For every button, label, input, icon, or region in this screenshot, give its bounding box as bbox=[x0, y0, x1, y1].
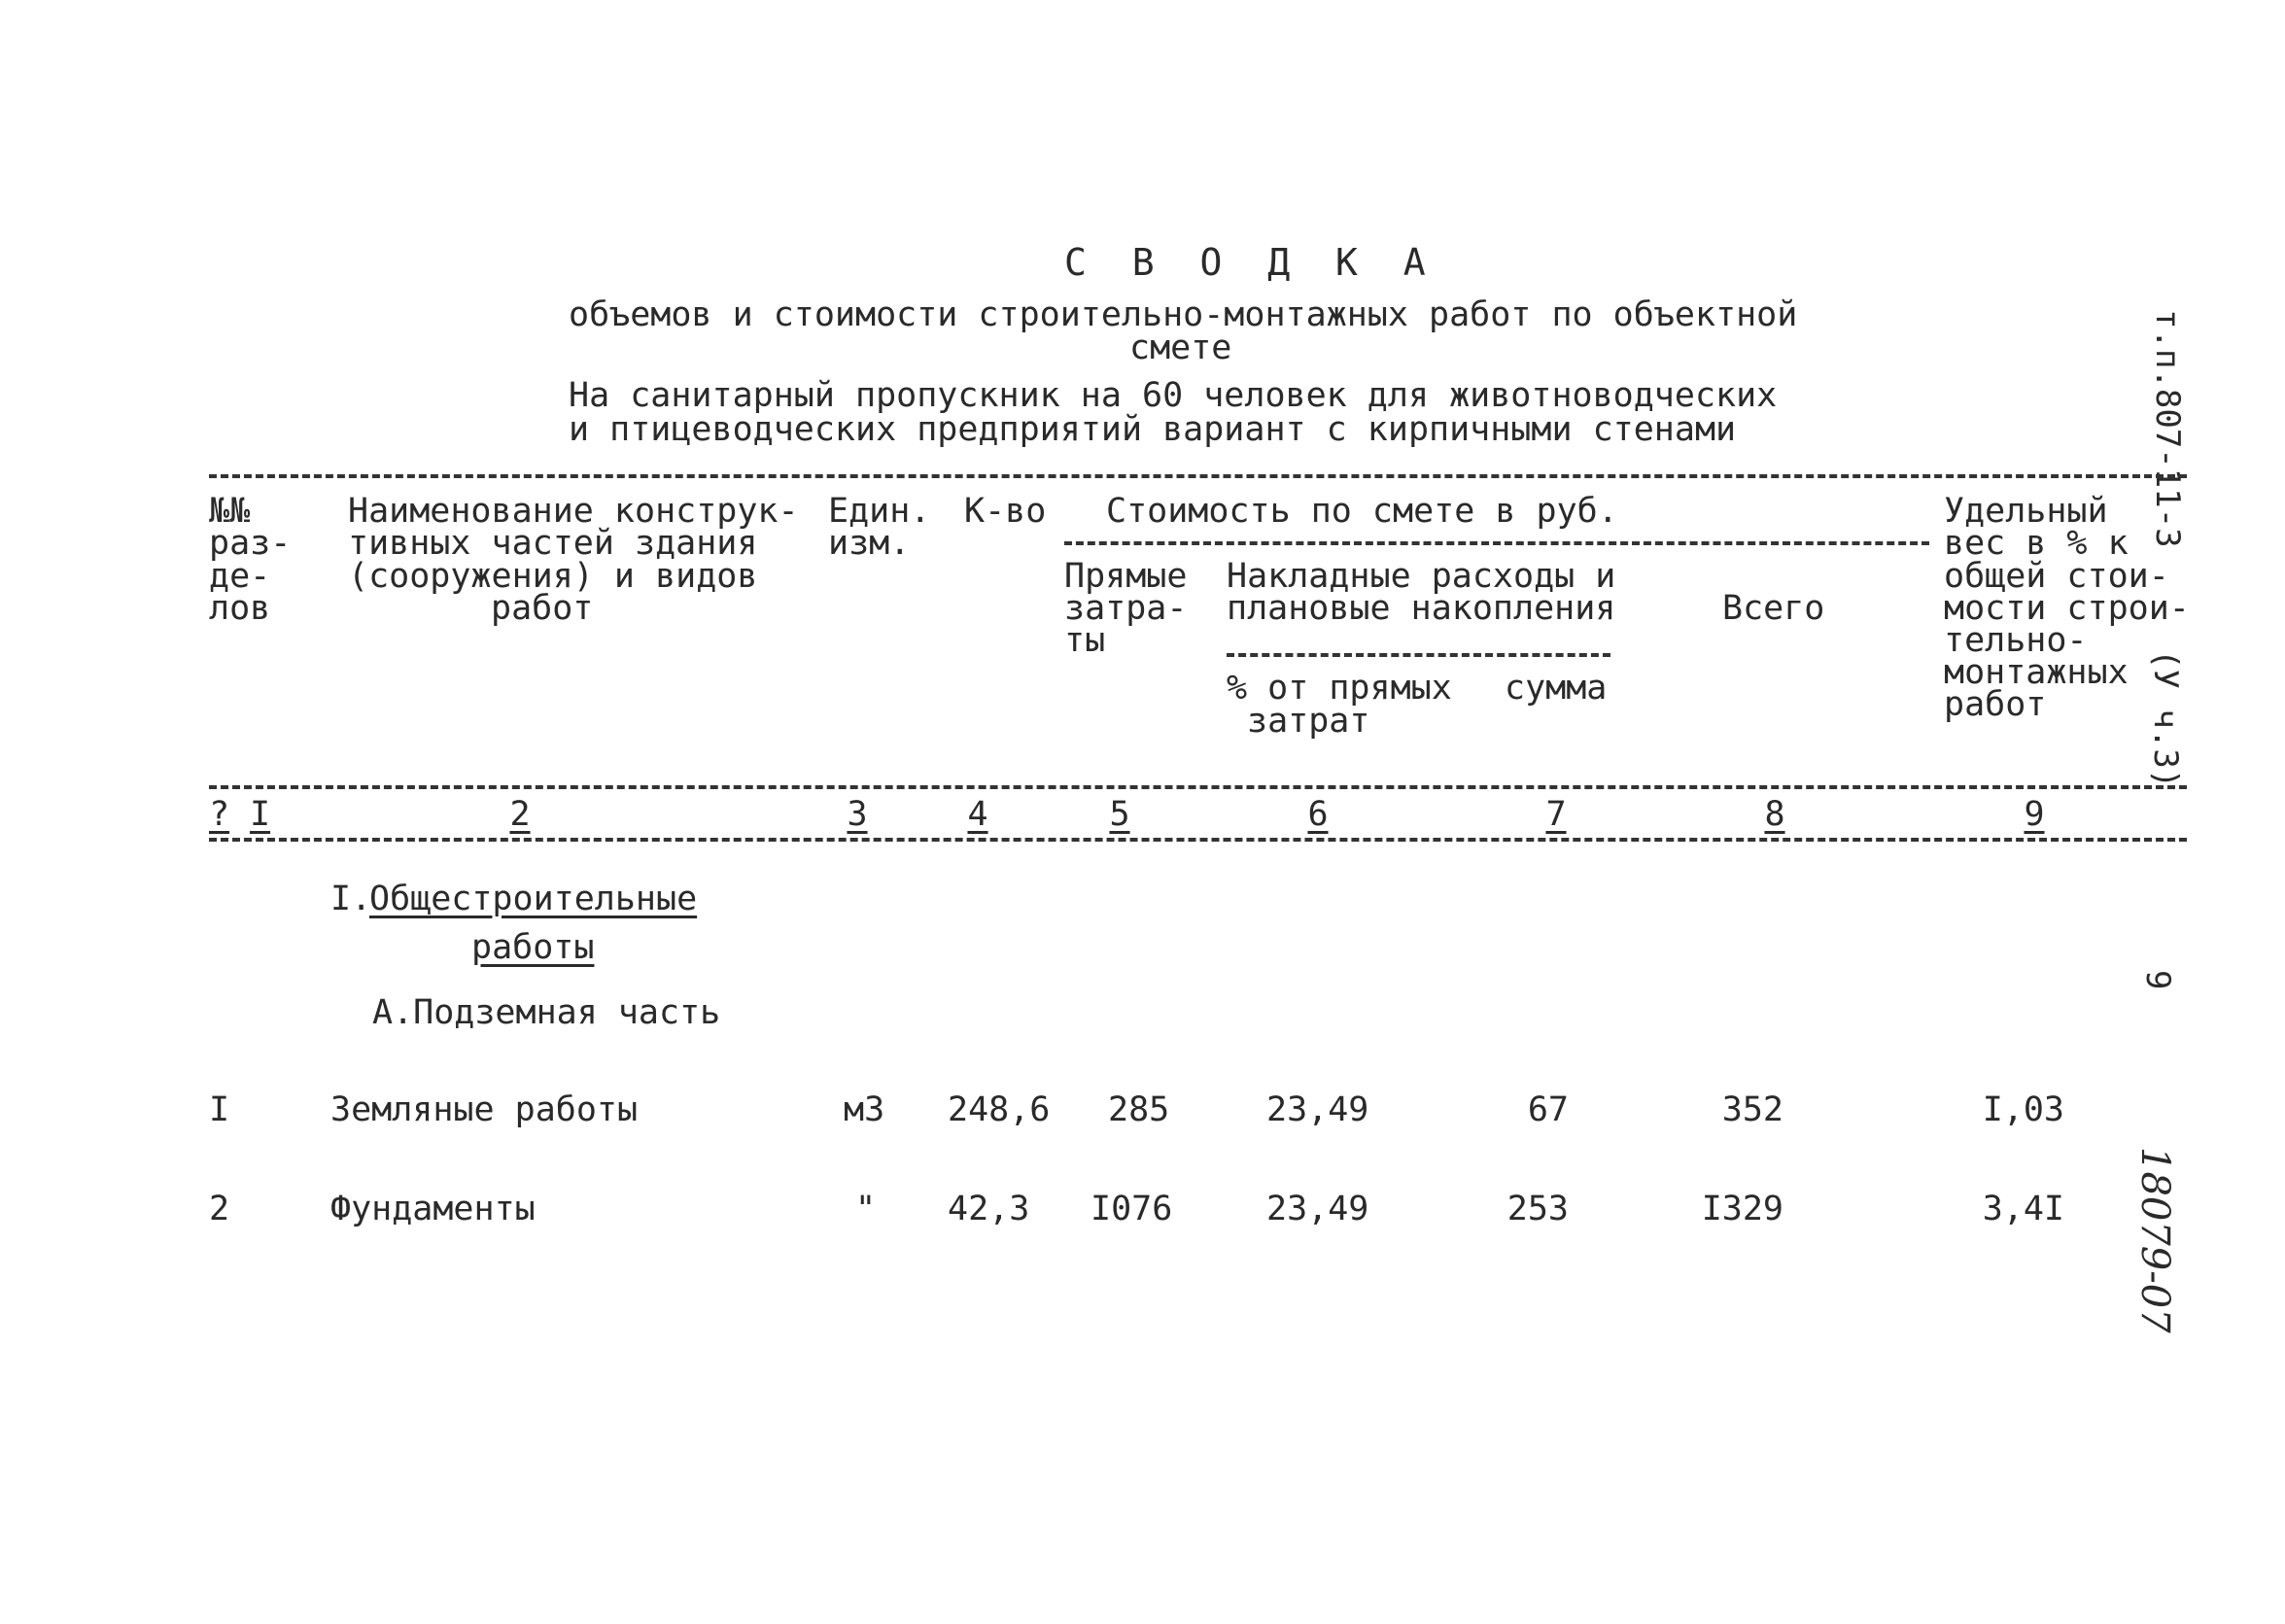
header-name-1: Наименование конструк- bbox=[348, 492, 799, 531]
row-number: 2 bbox=[209, 1190, 230, 1228]
header-unit-1: Един. bbox=[828, 492, 931, 531]
header-name-4: работ bbox=[491, 589, 594, 628]
header-percent-1: % от прямых bbox=[1227, 669, 1452, 708]
section-title-line-1: Общестроительные bbox=[369, 880, 698, 918]
row-quantity: 248,6 bbox=[948, 1090, 1051, 1129]
row-number: I bbox=[209, 1090, 230, 1129]
object-line-2: и птицеводческих предприятий вариант с кирпичными стенами bbox=[569, 410, 1737, 449]
header-section-no-1: №№ bbox=[209, 492, 251, 531]
header-weight-1: Удельный bbox=[1944, 492, 2108, 531]
document-title: С В О Д К А bbox=[1064, 241, 1437, 284]
header-weight-7: работ bbox=[1944, 685, 2047, 724]
header-weight-6: монтажных bbox=[1944, 653, 2129, 692]
overhead-group-rule bbox=[1227, 653, 1610, 657]
column-number-1: I bbox=[250, 795, 271, 834]
row-direct-cost: I076 bbox=[1091, 1190, 1173, 1228]
column-number-8: 8 bbox=[1764, 795, 1785, 834]
header-total: Всего bbox=[1722, 589, 1825, 628]
subtitle-line-2: смете bbox=[1129, 328, 1232, 367]
table-top-rule bbox=[209, 474, 2187, 478]
header-sum: сумма bbox=[1505, 669, 1608, 708]
section-prefix: I. bbox=[330, 880, 372, 918]
column-number-7: 7 bbox=[1545, 795, 1567, 834]
row-percent: 23,49 bbox=[1266, 1190, 1369, 1228]
header-direct-3: ты bbox=[1064, 621, 1106, 660]
header-weight-5: тельно- bbox=[1944, 621, 2088, 660]
column-number-9: 9 bbox=[2024, 795, 2045, 834]
header-direct-2: затра- bbox=[1064, 589, 1188, 628]
column-number-6: 6 bbox=[1307, 795, 1329, 834]
row-quantity: 42,3 bbox=[948, 1190, 1030, 1228]
row-weight: 3,4I bbox=[1982, 1190, 2064, 1228]
row-unit: " bbox=[855, 1190, 877, 1228]
header-percent-2: затрат bbox=[1247, 702, 1370, 741]
header-direct-1: Прямые bbox=[1064, 557, 1188, 596]
row-total: 352 bbox=[1721, 1090, 1783, 1129]
row-percent: 23,49 bbox=[1266, 1090, 1369, 1129]
header-name-2: тивных частей здания bbox=[348, 524, 758, 563]
column-number-marker: ? bbox=[209, 795, 230, 834]
subsection-title: А.Подземная часть bbox=[372, 993, 721, 1032]
row-direct-cost: 285 bbox=[1108, 1090, 1170, 1129]
header-section-no-2: раз- bbox=[209, 524, 292, 563]
subtitle-line-1: объемов и стоимости строительно-монтажных работ по объектной bbox=[569, 295, 1798, 334]
row-work-name: Фундаменты bbox=[330, 1190, 536, 1228]
handwritten-number: 18079-07 bbox=[2132, 1147, 2177, 1333]
header-cost-group: Стоимость по смете в руб. bbox=[1106, 492, 1618, 531]
row-overhead-sum: 253 bbox=[1506, 1190, 1569, 1228]
header-section-no-4: лов bbox=[209, 589, 271, 628]
row-total: I329 bbox=[1701, 1190, 1783, 1228]
row-work-name: Земляные работы bbox=[330, 1090, 639, 1129]
header-section-no-3: де- bbox=[209, 557, 271, 596]
header-quantity: К-во bbox=[964, 492, 1047, 531]
row-weight: I,03 bbox=[1982, 1090, 2064, 1129]
page-number: 9 bbox=[2138, 970, 2177, 990]
header-overhead-2: плановые накопления bbox=[1227, 589, 1616, 628]
header-unit-2: изм. bbox=[828, 524, 911, 563]
row-unit: м3 bbox=[844, 1090, 885, 1129]
column-number-3: 3 bbox=[847, 795, 868, 834]
section-title-line-2: работы bbox=[471, 928, 595, 967]
header-bottom-rule bbox=[209, 785, 2187, 789]
margin-part-label: (У ч.3) bbox=[2146, 649, 2185, 789]
column-number-5: 5 bbox=[1109, 795, 1130, 834]
header-weight-3: общей стои- bbox=[1944, 557, 2169, 596]
header-overhead-1: Накладные расходы и bbox=[1227, 557, 1616, 596]
column-number-2: 2 bbox=[509, 795, 531, 834]
row-overhead-sum: 67 bbox=[1527, 1090, 1569, 1129]
column-number-4: 4 bbox=[967, 795, 988, 834]
header-name-3: (сооружения) и видов bbox=[348, 557, 758, 596]
header-weight-2: вес в % к bbox=[1944, 524, 2129, 563]
margin-project-code: т.п.807-11-3 bbox=[2148, 309, 2187, 548]
object-line-1: На санитарный пропускник на 60 человек для животноводческих bbox=[569, 376, 1778, 415]
header-weight-4: мости строи- bbox=[1944, 589, 2190, 628]
cost-group-rule bbox=[1064, 541, 1929, 545]
column-numbers-rule bbox=[209, 838, 2187, 842]
